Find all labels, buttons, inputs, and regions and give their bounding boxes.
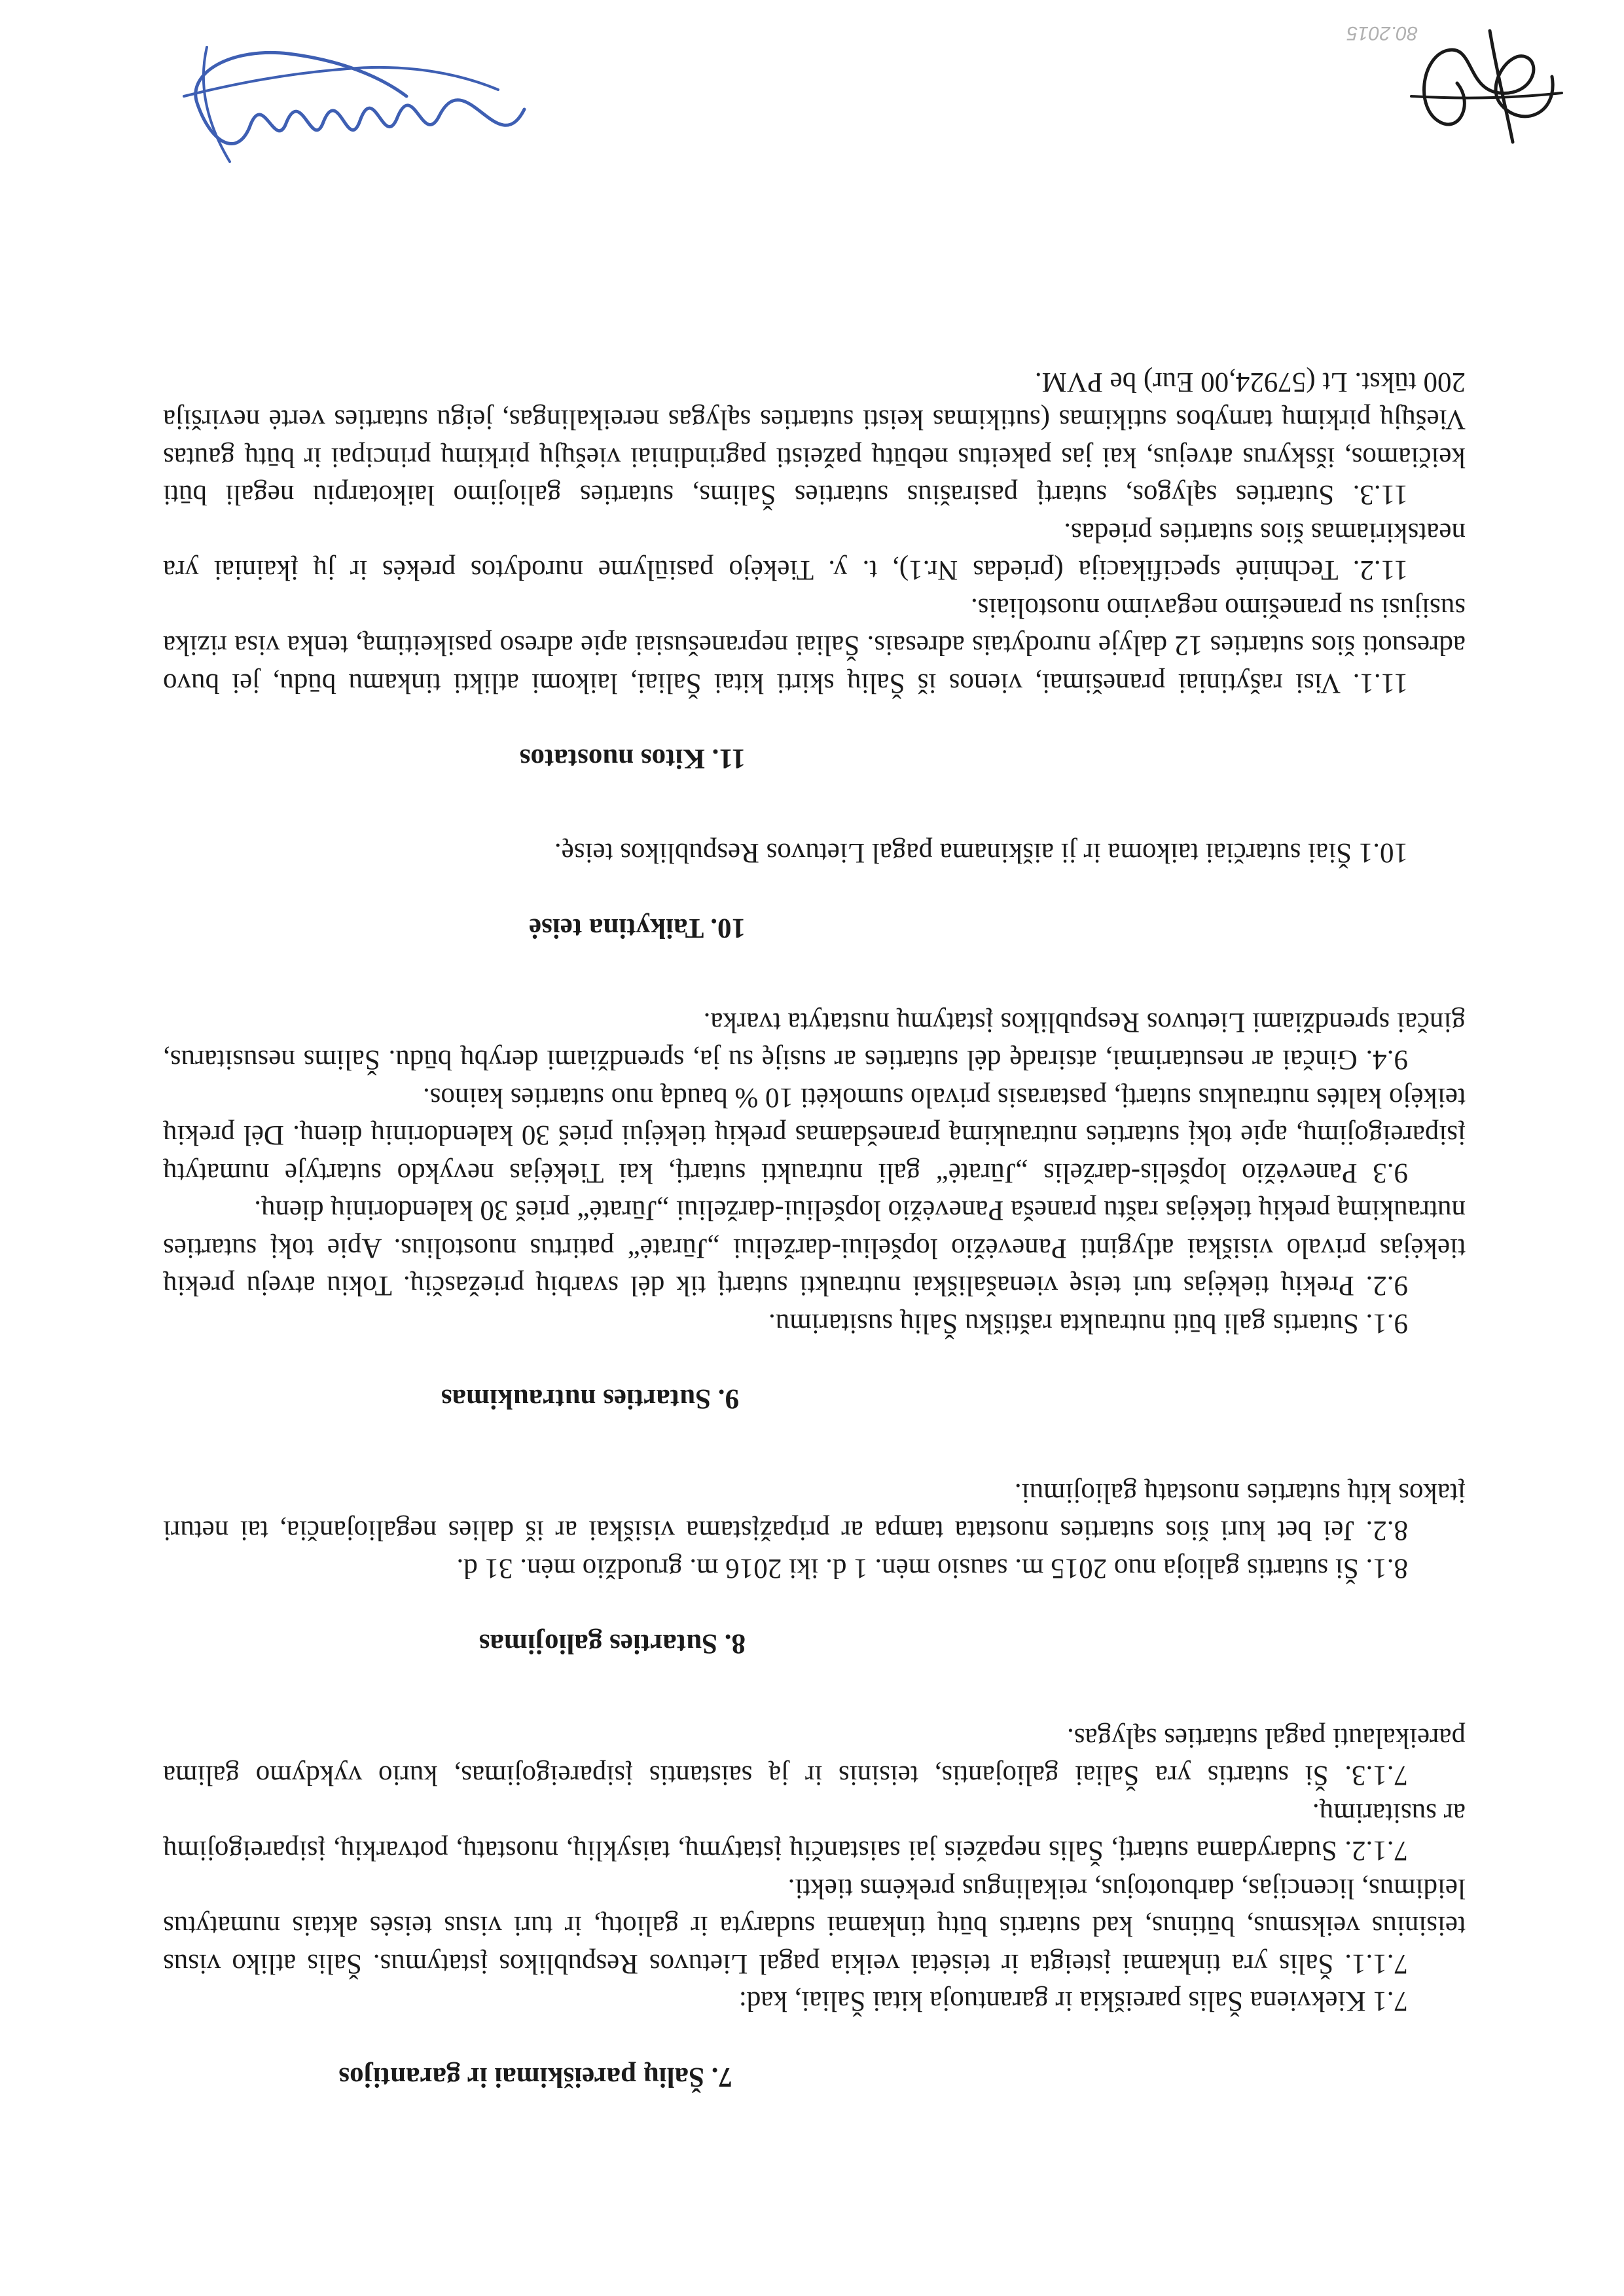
paragraph: 9.1. Sutartis gali būti nutraukta raštišku Šalių susitarimu. bbox=[768, 1308, 1408, 1339]
paragraph: 8.2. Jei bet kuri šios sutarties nuostata tampa ar pripažįstama visiškai ar iš dalies negaliojančia, tai neturi įtakos kitų sutarties nuostatų galiojimui. bbox=[163, 1478, 1466, 1546]
paragraph: 10.1 Šiai sutarčiai taikoma ir ji aiškinama pagal Lietuvos Respublikos teisę. bbox=[554, 837, 1408, 868]
paragraph: 11.3. Sutarties sąlygos, sutartį pasirašius sutarties Šalims, sutarties galiojimo laikotarpiu negali būti keičiamos, išskyrus atvejus, kai jas pakeitus nebūtų pažeisti pagrindiniai viešųjų pirkimų principai ir būtų gautas Viešųjų pirkimų tarnybos sutikimas (sutikimas keisti sutarties sąlygas nereikalingas, jeigu sutarties vertė neviršija 200 tūkst. Lt (57924,00 Eur) be PVM. bbox=[163, 367, 1466, 511]
paragraph: 7.1.1. Šalis yra tinkamai įsteigta ir teisėtai veikia pagal Lietuvos Respublikos įstatymus. Šalis atliko visus teisinius veiksmus, būtinus, kad sutartis būtų tinkamai sudaryta ir galiotų, ir turi visus teisės aktais numatytus leidimus, licencijas, darbuotojus, reikalingus prekėms tiekti. bbox=[163, 1873, 1466, 1979]
paragraph: 7.1.3. Ši sutartis yra Šaliai galiojantis, teisinis ir ją saistantis įsipareigojimas, kurio vykdymo galima pareikalauti pagal sutarties sąlygas. bbox=[163, 1722, 1466, 1791]
paragraph: 11.1. Visi rašytiniai pranešimai, vienos iš Šalių skirti kitai Šaliai, laikomi atlikti tinkamu būdu, jei buvo adresuoti šios sutarties 12 dalyje nurodytais adresais. Šaliai nepranešusiai apie adreso pasikeitimą, tenka visa rizika susijusi su pranešimo negavimo nuostoliais. bbox=[163, 592, 1466, 699]
paragraph: 7.1.2. Sudarydama sutartį, Šalis nepažeis jai saistančių įstatymų, taisyklių, nuostatų, potvarkių, įsipareigojimų ar susitarimų. bbox=[163, 1798, 1466, 1867]
paragraph: 9.3 Panevėžio lopšelis-darželis „Jūratė“ gali nutraukti sutartį, kai Tiekėjas nevykdo sutartyje numatytų įsipareigojimų, apie tokį sutarties nutraukimą pranešdamas prekių tiekėjui prieš 30 kalendorinių dienų. Dėl prekių teikėjo kaltės nutraukus sutartį, pastarasis privalo sumokėti 10 % baudą nuo sutarties kainos. bbox=[163, 1082, 1466, 1188]
paragraph: 8.1. Ši sutartis galioja nuo 2015 m. sausio mėn. 1 d. iki 2016 m. gruodžio mėn. 31 d. bbox=[456, 1553, 1408, 1584]
paragraph: 9.4. Ginčai ar nesutarimai, atsiradę dėl sutarties ar susiję su ja, sprendžiami derybų būdu. Šalims nesusitarus, ginčai sprendžiami Lietuvos Respublikos įstatymų nustatyta tvarka. bbox=[163, 1007, 1466, 1076]
paragraph: 11.2. Techninė specifikacija (priedas Nr.1), t. y. Tiekėjo pasiūlyme nurodytos prekės ir jų įkainiai yra neatskiriamas šios sutarties priedas. bbox=[163, 517, 1466, 586]
paragraph: 9.2. Prekių tiekėjas turi teisę vienašališkai nutraukti sutartį tik dėl svarbių priežasčių. Tokiu atveju prekių tiekėjas privalo visiškai atlyginti Panevėžio lopšeliui-darželiui „Jūratė“ patirtus nuostolius. Apie tokį sutarties nutraukimą prekių tiekėjas raštu praneša Panevėžio lopšeliui-darželiui „Jūratė“ prieš 30 kalendorinių dienų. bbox=[163, 1195, 1466, 1302]
handwritten-margin-mark: 80.2015 bbox=[1346, 22, 1418, 44]
section-heading: 8. Sutarties galiojimas bbox=[478, 1628, 746, 1660]
paragraph: 7.1 Kiekviena Šalis pareiškia ir garantuoja kitai Šaliai, kad: bbox=[738, 1986, 1408, 2017]
section-heading: 10. Taikytina teisė bbox=[529, 913, 746, 944]
document-body bbox=[163, 363, 1466, 2116]
signature-blue bbox=[171, 31, 537, 188]
signature-initials bbox=[1401, 24, 1572, 155]
section-heading: 11. Kitos nuostatos bbox=[519, 743, 746, 774]
section-heading: 9. Sutarties nutraukimas bbox=[441, 1383, 739, 1415]
section-heading: 7. Šalių pareiškimai ir garantijos bbox=[338, 2062, 732, 2092]
